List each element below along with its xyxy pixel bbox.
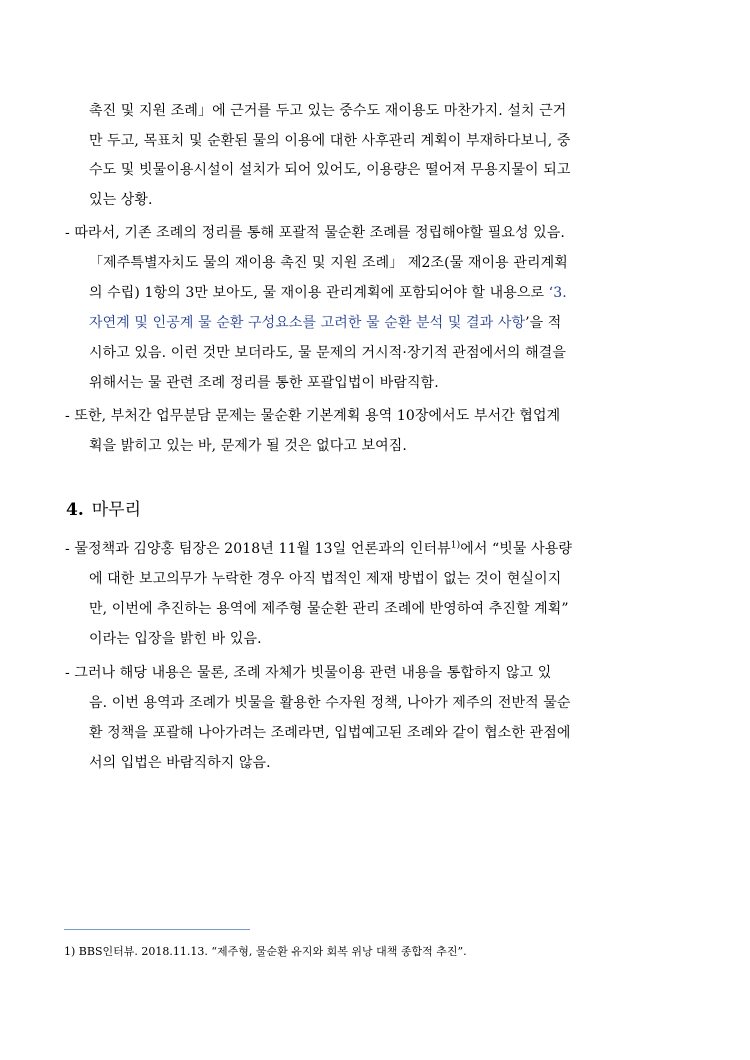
text-line bbox=[89, 312, 561, 332]
text-line: 만 두고, 목표치 및 순환된 물의 이용에 대한 사후관리 계획이 부재하다보니, 중 bbox=[89, 133, 571, 149]
footnote-ref: 1) bbox=[450, 540, 461, 551]
text-line: 이라는 입장을 밝힌 바 있음. bbox=[89, 631, 262, 647]
section-title: 마무리 bbox=[91, 500, 142, 520]
footnote: 1) BBS인터뷰. 2018.11.13. “제주형, 물순환 유지와 회복 위낭 대책 종합적 추진”. bbox=[64, 945, 467, 958]
text-span: 에서 “빗물 사용량 bbox=[460, 541, 572, 557]
bullet-line: - 따라서, 기존 조례의 정리를 통해 포괄적 물순환 조례를 정립해야할 필요성 있음. bbox=[65, 225, 565, 241]
highlighted-text: ‘3. bbox=[548, 285, 567, 301]
text-line: 수도 및 빗물이용시설이 설치가 되어 있어도, 이용량은 떨어져 무용지물이 되고 bbox=[89, 162, 571, 178]
bullet-line: - 또한, 부처간 업무분담 문제는 물순환 기본계획 용역 10장에서도 부서간 협업계 bbox=[65, 408, 561, 424]
text-line: 「제주특별자치도 물의 재이용 촉진 및 지원 조례」 제2조(물 재이용 관리계획 bbox=[89, 255, 568, 271]
bullet-line bbox=[65, 538, 572, 558]
text-line: 만, 이번에 추진하는 용역에 제주형 물순환 관리 조례에 반영하여 추진할 계획” bbox=[89, 601, 569, 617]
text-line: 시하고 있음. 이런 것만 보더라도, 물 문제의 거시적·장기적 관점에서의 해결을 bbox=[89, 345, 566, 361]
highlighted-text: 자연계 및 인공계 물 순환 구성요소를 고려한 물 순환 분석 및 결과 사항 bbox=[89, 315, 526, 331]
bullet-line: - 그러나 해당 내용은 물론, 조례 자체가 빗물이용 관련 내용을 통합하지 않고 있 bbox=[65, 665, 552, 681]
section-heading bbox=[66, 495, 141, 520]
text-line: 음. 이번 용역과 조례가 빗물을 활용한 수자원 정책, 나아가 제주의 전반적 물순 bbox=[89, 695, 571, 711]
text-line: 촉진 및 지원 조례」에 근거를 두고 있는 중수도 재이용도 마찬가지. 설치 근거 bbox=[89, 103, 567, 119]
text-line: 획을 밝히고 있는 바, 문제가 될 것은 없다고 보여짐. bbox=[89, 438, 407, 454]
text-line: 있는 상황. bbox=[89, 192, 153, 208]
text-line: 서의 입법은 바람직하지 않음. bbox=[89, 755, 271, 771]
text-line: 위해서는 물 관련 조례 정리를 통한 포괄입법이 바람직함. bbox=[89, 375, 439, 391]
section-number: 4. bbox=[66, 500, 84, 520]
footnote-divider bbox=[64, 929, 250, 930]
text-span: 의 수립) 1항의 3만 보아도, 물 재이용 관리계획에 포함되어야 할 내용으로 bbox=[89, 285, 549, 301]
text-span: - 물정책과 김양홍 팀장은 2018년 11월 13일 언론과의 인터뷰 bbox=[65, 541, 451, 557]
text-line: 에 대한 보고의무가 누락한 경우 아직 법적인 제재 방법이 없는 것이 현실이지 bbox=[89, 571, 562, 587]
text-span: ’을 적 bbox=[525, 315, 562, 331]
text-line bbox=[89, 282, 567, 302]
text-line: 환 정책을 포괄해 나아가려는 조례라면, 입법예고된 조례와 같이 협소한 관점에 bbox=[89, 725, 571, 741]
